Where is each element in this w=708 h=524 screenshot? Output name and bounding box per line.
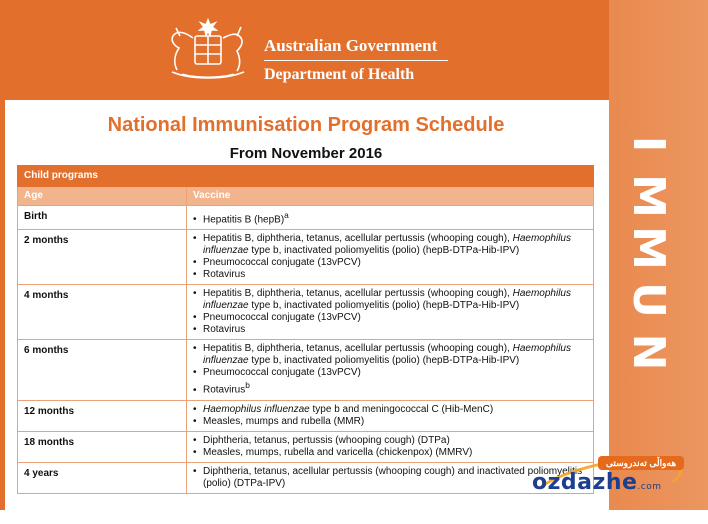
age-cell: Birth	[18, 206, 187, 230]
table-row	[18, 230, 594, 285]
header-divider	[264, 60, 448, 61]
vaccine-item: • Hepatitis B, diphtheria, tetanus, acellular pertussis (whooping cough), Haemophilus influenzae type b, inactivated poliomyelitis (polio) (hepB-DTPa-Hib-IPV)	[193, 288, 587, 312]
table-row	[18, 206, 594, 230]
vaccine-cell	[187, 230, 594, 285]
vaccine-item: • Measles, mumps and rubella (MMR)	[193, 416, 587, 428]
side-vertical-label: I M M U N	[623, 135, 674, 371]
age-cell: 2 months	[18, 230, 187, 285]
age-cell: 12 months	[18, 400, 187, 431]
vaccine-cell	[187, 340, 594, 400]
schedule-table	[17, 165, 594, 494]
table-row	[18, 431, 594, 462]
watermark-logo: ozdazhe.com	[532, 470, 662, 495]
vaccine-item: • Measles, mumps, rubella and varicella (chickenpox) (MMRV)	[193, 447, 587, 459]
table-section-row	[18, 166, 594, 187]
vaccine-item: • Pneumococcal conjugate (13vPCV)	[193, 257, 587, 269]
vaccine-item: • Diphtheria, tetanus, acellular pertussis (whooping cough) and inactivated poliomyelitis (polio) (DTPa-IPV)	[193, 466, 587, 490]
watermark-badge: هەواڵی تەندروستی	[598, 456, 684, 470]
vaccine-cell	[187, 206, 594, 230]
age-cell: 4 years	[18, 462, 187, 493]
vaccine-item: • Diphtheria, tetanus, pertussis (whooping cough) (DTPa)	[193, 435, 587, 447]
table-row	[18, 340, 594, 400]
left-edge-band	[0, 0, 5, 510]
coat-of-arms-icon	[160, 16, 256, 86]
vaccine-item: • Hepatitis B, diphtheria, tetanus, acellular pertussis (whooping cough), Haemophilus influenzae type b, inactivated poliomyelitis (polio) (hepB-DTPa-Hib-IPV)	[193, 343, 587, 367]
government-name: Australian Government	[264, 36, 438, 55]
section-label: Child programs	[18, 166, 594, 187]
department-name: Department of Health	[264, 66, 415, 83]
age-cell: 6 months	[18, 340, 187, 400]
vaccine-item: • Pneumococcal conjugate (13vPCV)	[193, 312, 587, 324]
column-header-vaccine: Vaccine	[187, 187, 594, 206]
page-title: National Immunisation Program Schedule	[107, 114, 505, 136]
vaccine-item: • Rotavirus	[193, 324, 587, 336]
page-subtitle: From November 2016	[229, 145, 383, 162]
vaccine-item: • Hepatitis B, diphtheria, tetanus, acellular pertussis (whooping cough), Haemophilus influenzae type b, inactivated poliomyelitis (polio) (hepB-DTPa-Hib-IPV)	[193, 233, 587, 257]
vaccine-item: • Rotavirus$^b$	[193, 379, 587, 396]
vaccine-item: • Haemophilus influenzae type b and meningococcal C (Hib-MenC)	[193, 404, 587, 416]
age-cell: 4 months	[18, 285, 187, 340]
table-row	[18, 462, 594, 493]
vaccine-cell	[187, 431, 594, 462]
vaccine-item: • Hepatitis B (hepB)$^a$	[193, 209, 587, 226]
column-header-age: Age	[18, 187, 187, 206]
vaccine-item: • Pneumococcal conjugate (13vPCV)	[193, 367, 587, 379]
vaccine-cell	[187, 285, 594, 340]
age-cell: 18 months	[18, 431, 187, 462]
vaccine-item: • Rotavirus	[193, 269, 587, 281]
vaccine-cell	[187, 400, 594, 431]
table-row	[18, 285, 594, 340]
table-row	[18, 400, 594, 431]
table-header-row	[18, 187, 594, 206]
